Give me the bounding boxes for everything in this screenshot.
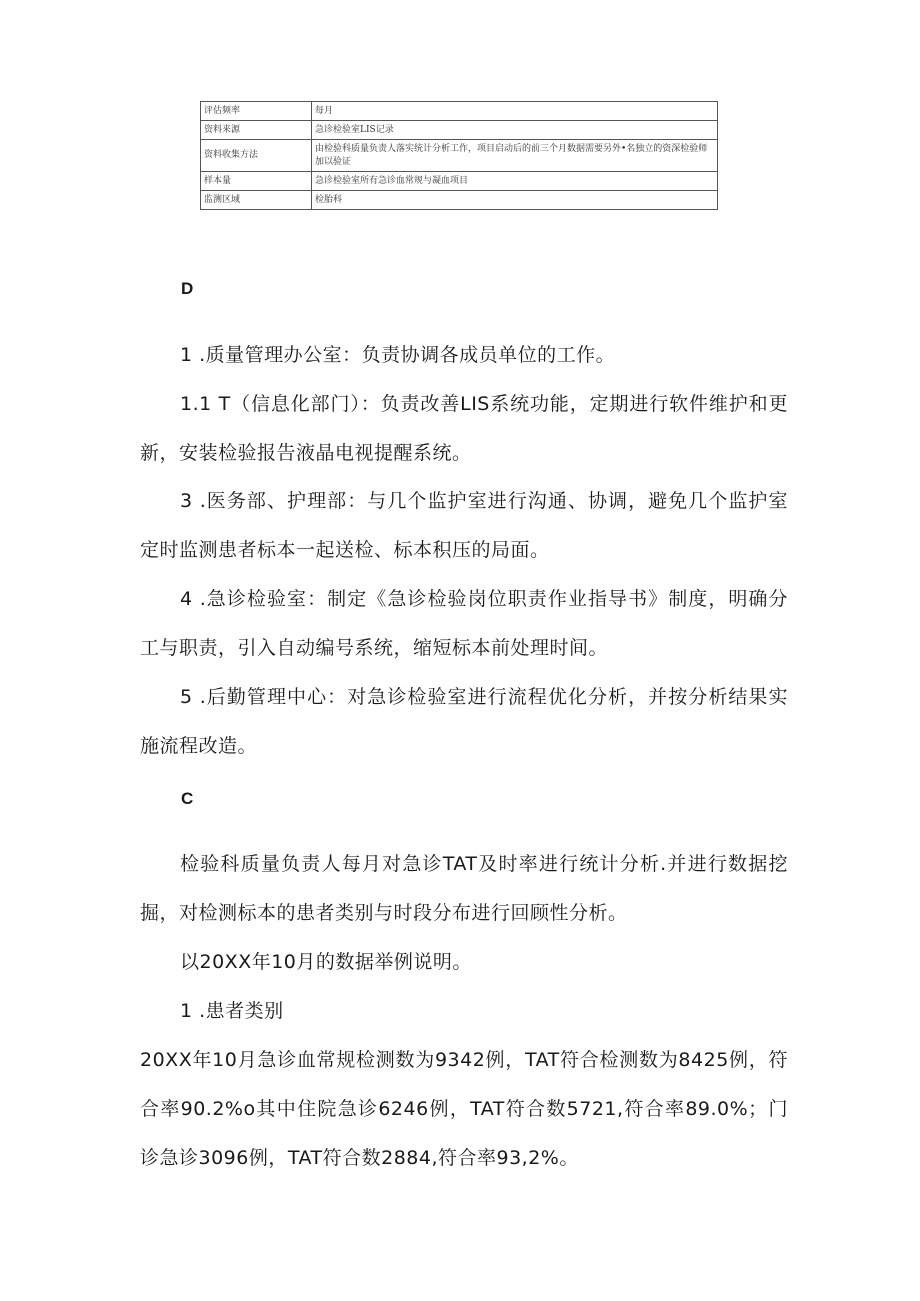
- table-row: [201, 191, 718, 210]
- table-label-cell: 资料来源: [201, 121, 312, 140]
- table-value-cell: 急诊检验室所有急诊血常规与凝血项目: [312, 172, 718, 191]
- paragraph-item-5: 5 .后勤管理中心：对急诊检验室进行流程优化分析，并按分析结果实施流程改造。: [140, 686, 788, 757]
- table-label-cell: 监测区域: [201, 191, 312, 210]
- paragraph-detail: 20XX年10月急诊血常规检测数为9342例，TAT符合检测数为8425例，符合率90.2%o其中住院急诊6246例，TAT符合数5721,符合率89.0%；门诊急诊3096例，TAT符合数2884,符合率93,2%。: [140, 1049, 788, 1169]
- table-value-cell: 急诊检验室LIS记录: [312, 121, 718, 140]
- section-heading-c: C: [181, 789, 194, 808]
- paragraph-item-4: 4 .急诊检验室：制定《急诊检验岗位职责作业指导书》制度，明确分工与职责，引入自动编号系统，缩短标本前处理时间。: [140, 588, 788, 659]
- paragraph-item-2: 1.1 T（信息化部门）：负责改善LIS系统功能，定期进行软件维护和更新，安装检验报告液晶电视提醒系统。: [140, 393, 788, 464]
- table-row: [201, 172, 718, 191]
- paragraph-example: 以20XX年10月的数据举例说明。: [180, 951, 472, 973]
- evaluation-info-table: [200, 101, 718, 210]
- paragraph-item-3: 3 .医务部、护理部：与几个监护室进行沟通、协调，避免几个监护室定时监测患者标本一起送检、标本积压的局面。: [140, 490, 788, 561]
- table-value-cell: 由检验科质量负责人落实统计分析工作，项目启动后的前三个月数据需要另外•名独立的资深检验师加以验证: [312, 140, 718, 172]
- table-row: [201, 102, 718, 121]
- section-heading-d: D: [181, 279, 194, 298]
- table-row: [201, 140, 718, 172]
- table-label-cell: 样本量: [201, 172, 312, 191]
- table-label-cell: 资料收集方法: [201, 140, 312, 172]
- paragraph-intro: 检验科质量负责人每月对急诊TAT及时率进行统计分析.并进行数据挖掘，对检测标本的患者类别与时段分布进行回顾性分析。: [140, 853, 788, 924]
- table-row: [201, 121, 718, 140]
- paragraph-subheading: 1 .患者类别: [180, 1000, 284, 1022]
- table-label-cell: 评估频率: [201, 102, 312, 121]
- table-value-cell: 每月: [312, 102, 718, 121]
- table-value-cell: 检胎科: [312, 191, 718, 210]
- paragraph-item-1: 1 .质量管理办公室：负责协调各成员单位的工作。: [180, 344, 616, 366]
